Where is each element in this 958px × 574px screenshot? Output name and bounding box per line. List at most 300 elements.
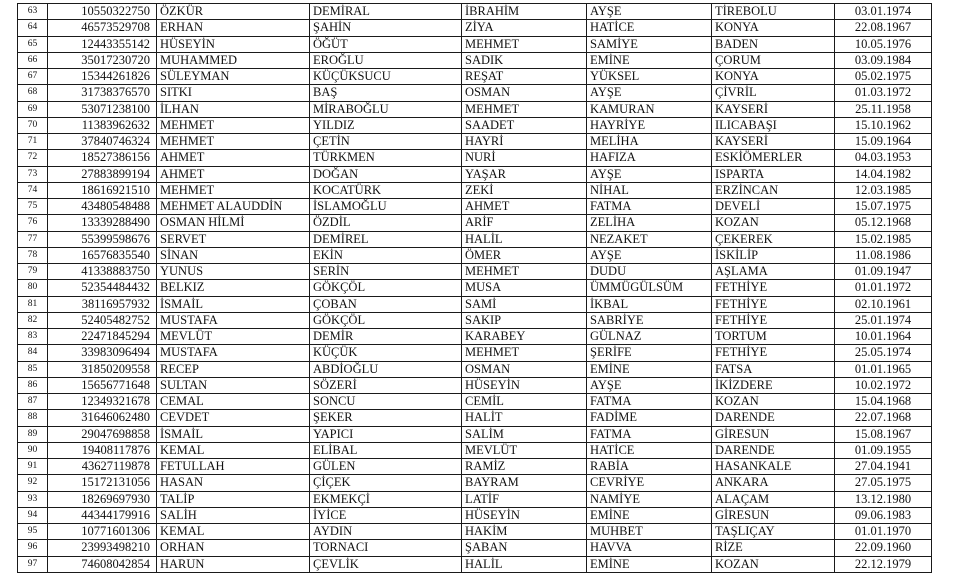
table-row <box>18 394 932 410</box>
birth-date-cell: 25.05.1974 <box>835 345 932 361</box>
mother-name-cell: HAVVA <box>587 540 712 556</box>
last-name-cell: EROĞLU <box>310 52 462 68</box>
id-number-cell: 31850209558 <box>48 361 157 377</box>
row-number-cell: 79 <box>18 264 48 280</box>
id-number-cell: 38116957932 <box>48 296 157 312</box>
birth-date-cell: 15.02.1985 <box>835 231 932 247</box>
birth-place-cell: KONYA <box>712 69 835 85</box>
table-row <box>18 312 932 328</box>
birth-place-cell: ANKARA <box>712 475 835 491</box>
id-number-cell: 55399598676 <box>48 231 157 247</box>
last-name-cell: SERİN <box>310 264 462 280</box>
mother-name-cell: HATİCE <box>587 442 712 458</box>
father-name-cell: MEHMET <box>462 101 587 117</box>
first-name-cell: İLHAN <box>157 101 310 117</box>
first-name-cell: AHMET <box>157 166 310 182</box>
last-name-cell: EKMEKÇİ <box>310 491 462 507</box>
mother-name-cell: MUHBET <box>587 524 712 540</box>
first-name-cell: MUSTAFA <box>157 312 310 328</box>
last-name-cell: ÇETİN <box>310 134 462 150</box>
father-name-cell: HALİL <box>462 231 587 247</box>
birth-date-cell: 15.07.1975 <box>835 199 932 215</box>
birth-date-cell: 15.10.1962 <box>835 117 932 133</box>
father-name-cell: KARABEY <box>462 329 587 345</box>
id-number-cell: 10550322750 <box>48 4 157 20</box>
last-name-cell: SÖZERİ <box>310 377 462 393</box>
first-name-cell: HÜSEYİN <box>157 36 310 52</box>
row-number-cell: 77 <box>18 231 48 247</box>
birth-place-cell: FATSA <box>712 361 835 377</box>
id-number-cell: 19408117876 <box>48 442 157 458</box>
birth-date-cell: 09.06.1983 <box>835 507 932 523</box>
first-name-cell: MUSTAFA <box>157 345 310 361</box>
father-name-cell: MEHMET <box>462 264 587 280</box>
row-number-cell: 83 <box>18 329 48 345</box>
mother-name-cell: FATMA <box>587 394 712 410</box>
table-row <box>18 524 932 540</box>
row-number-cell: 72 <box>18 150 48 166</box>
birth-place-cell: İSKİLİP <box>712 247 835 263</box>
last-name-cell: EKİN <box>310 247 462 263</box>
birth-date-cell: 11.08.1986 <box>835 247 932 263</box>
father-name-cell: OSMAN <box>462 361 587 377</box>
row-number-cell: 93 <box>18 491 48 507</box>
birth-date-cell: 05.02.1975 <box>835 69 932 85</box>
mother-name-cell: HATİCE <box>587 20 712 36</box>
id-number-cell: 12349321678 <box>48 394 157 410</box>
first-name-cell: MEVLÜT <box>157 329 310 345</box>
table-row <box>18 166 932 182</box>
birth-date-cell: 10.01.1964 <box>835 329 932 345</box>
first-name-cell: ORHAN <box>157 540 310 556</box>
last-name-cell: ŞAHİN <box>310 20 462 36</box>
mother-name-cell: AYŞE <box>587 4 712 20</box>
mother-name-cell: EMİNE <box>587 52 712 68</box>
first-name-cell: KEMAL <box>157 524 310 540</box>
father-name-cell: LATİF <box>462 491 587 507</box>
row-number-cell: 67 <box>18 69 48 85</box>
last-name-cell: SONCU <box>310 394 462 410</box>
row-number-cell: 89 <box>18 426 48 442</box>
mother-name-cell: KAMURAN <box>587 101 712 117</box>
row-number-cell: 96 <box>18 540 48 556</box>
father-name-cell: ARİF <box>462 215 587 231</box>
mother-name-cell: FADİME <box>587 410 712 426</box>
last-name-cell: MİRABOĞLU <box>310 101 462 117</box>
id-number-cell: 16576835540 <box>48 247 157 263</box>
first-name-cell: AHMET <box>157 150 310 166</box>
id-number-cell: 74608042854 <box>48 556 157 572</box>
mother-name-cell: SAMİYE <box>587 36 712 52</box>
table-row <box>18 85 932 101</box>
table-row <box>18 182 932 198</box>
father-name-cell: MEHMET <box>462 36 587 52</box>
birth-place-cell: FETHİYE <box>712 280 835 296</box>
table-row <box>18 101 932 117</box>
id-number-cell: 37840746324 <box>48 134 157 150</box>
id-number-cell: 15656771648 <box>48 377 157 393</box>
mother-name-cell: FATMA <box>587 199 712 215</box>
id-number-cell: 18269697930 <box>48 491 157 507</box>
row-number-cell: 95 <box>18 524 48 540</box>
table-row <box>18 442 932 458</box>
table-row <box>18 150 932 166</box>
id-number-cell: 15344261826 <box>48 69 157 85</box>
row-number-cell: 64 <box>18 20 48 36</box>
mother-name-cell: EMİNE <box>587 361 712 377</box>
birth-date-cell: 22.12.1979 <box>835 556 932 572</box>
table-row <box>18 361 932 377</box>
birth-date-cell: 03.01.1974 <box>835 4 932 20</box>
last-name-cell: İYİCE <box>310 507 462 523</box>
row-number-cell: 71 <box>18 134 48 150</box>
birth-date-cell: 22.07.1968 <box>835 410 932 426</box>
birth-place-cell: İKİZDERE <box>712 377 835 393</box>
last-name-cell: YAPICI <box>310 426 462 442</box>
last-name-cell: YILDIZ <box>310 117 462 133</box>
birth-place-cell: FETHİYE <box>712 296 835 312</box>
last-name-cell: DEMİREL <box>310 231 462 247</box>
table-row <box>18 475 932 491</box>
table-row <box>18 459 932 475</box>
birth-place-cell: TORTUM <box>712 329 835 345</box>
table-row <box>18 134 932 150</box>
table-row <box>18 377 932 393</box>
father-name-cell: MUSA <box>462 280 587 296</box>
father-name-cell: REŞAT <box>462 69 587 85</box>
father-name-cell: ÖMER <box>462 247 587 263</box>
last-name-cell: TORNACI <box>310 540 462 556</box>
birth-date-cell: 25.01.1974 <box>835 312 932 328</box>
mother-name-cell: ŞERİFE <box>587 345 712 361</box>
birth-place-cell: ÇEKEREK <box>712 231 835 247</box>
row-number-cell: 78 <box>18 247 48 263</box>
first-name-cell: MEHMET ALAUDDİN <box>157 199 310 215</box>
first-name-cell: YUNUS <box>157 264 310 280</box>
birth-date-cell: 01.09.1955 <box>835 442 932 458</box>
mother-name-cell: NEZAKET <box>587 231 712 247</box>
birth-place-cell: AŞLAMA <box>712 264 835 280</box>
row-number-cell: 68 <box>18 85 48 101</box>
table-row <box>18 280 932 296</box>
row-number-cell: 81 <box>18 296 48 312</box>
last-name-cell: KÜÇÜK <box>310 345 462 361</box>
birth-place-cell: KONYA <box>712 20 835 36</box>
mother-name-cell: NAMİYE <box>587 491 712 507</box>
first-name-cell: MEHMET <box>157 134 310 150</box>
table-row <box>18 247 932 263</box>
father-name-cell: YAŞAR <box>462 166 587 182</box>
row-number-cell: 66 <box>18 52 48 68</box>
mother-name-cell: FATMA <box>587 426 712 442</box>
row-number-cell: 80 <box>18 280 48 296</box>
mother-name-cell: MELİHA <box>587 134 712 150</box>
birth-place-cell: ISPARTA <box>712 166 835 182</box>
birth-date-cell: 02.10.1961 <box>835 296 932 312</box>
birth-place-cell: DARENDE <box>712 442 835 458</box>
table-row <box>18 507 932 523</box>
table-row <box>18 117 932 133</box>
birth-date-cell: 01.03.1972 <box>835 85 932 101</box>
table-row <box>18 199 932 215</box>
mother-name-cell: CEVRİYE <box>587 475 712 491</box>
table-row <box>18 215 932 231</box>
table-row <box>18 491 932 507</box>
father-name-cell: HÜSEYİN <box>462 507 587 523</box>
birth-place-cell: ERZİNCAN <box>712 182 835 198</box>
birth-date-cell: 01.09.1947 <box>835 264 932 280</box>
father-name-cell: CEMİL <box>462 394 587 410</box>
mother-name-cell: İKBAL <box>587 296 712 312</box>
birth-place-cell: KOZAN <box>712 556 835 572</box>
id-number-cell: 31738376570 <box>48 85 157 101</box>
birth-date-cell: 04.03.1953 <box>835 150 932 166</box>
table-row <box>18 36 932 52</box>
id-number-cell: 18527386156 <box>48 150 157 166</box>
id-number-cell: 35017230720 <box>48 52 157 68</box>
birth-date-cell: 03.09.1984 <box>835 52 932 68</box>
last-name-cell: ÇOBAN <box>310 296 462 312</box>
id-number-cell: 53071238100 <box>48 101 157 117</box>
row-number-cell: 97 <box>18 556 48 572</box>
birth-date-cell: 25.11.1958 <box>835 101 932 117</box>
birth-date-cell: 10.05.1976 <box>835 36 932 52</box>
table-row <box>18 69 932 85</box>
last-name-cell: ŞEKER <box>310 410 462 426</box>
last-name-cell: İSLAMOĞLU <box>310 199 462 215</box>
mother-name-cell: RABİA <box>587 459 712 475</box>
father-name-cell: HALİT <box>462 410 587 426</box>
birth-place-cell: KAYSERİ <box>712 134 835 150</box>
birth-date-cell: 15.04.1968 <box>835 394 932 410</box>
id-number-cell: 43627119878 <box>48 459 157 475</box>
first-name-cell: SALİH <box>157 507 310 523</box>
last-name-cell: ÖZDİL <box>310 215 462 231</box>
id-number-cell: 11383962632 <box>48 117 157 133</box>
birth-place-cell: KOZAN <box>712 394 835 410</box>
birth-place-cell: DARENDE <box>712 410 835 426</box>
row-number-cell: 75 <box>18 199 48 215</box>
birth-place-cell: TİREBOLU <box>712 4 835 20</box>
first-name-cell: MUHAMMED <box>157 52 310 68</box>
last-name-cell: BAŞ <box>310 85 462 101</box>
birth-date-cell: 05.12.1968 <box>835 215 932 231</box>
id-number-cell: 41338883750 <box>48 264 157 280</box>
birth-place-cell: GİRESUN <box>712 507 835 523</box>
birth-date-cell: 01.01.1970 <box>835 524 932 540</box>
last-name-cell: TÜRKMEN <box>310 150 462 166</box>
birth-place-cell: HASANKALE <box>712 459 835 475</box>
first-name-cell: MEHMET <box>157 182 310 198</box>
mother-name-cell: AYŞE <box>587 247 712 263</box>
id-number-cell: 22471845294 <box>48 329 157 345</box>
first-name-cell: SİNAN <box>157 247 310 263</box>
last-name-cell: ELİBAL <box>310 442 462 458</box>
id-number-cell: 18616921510 <box>48 182 157 198</box>
father-name-cell: HÜSEYİN <box>462 377 587 393</box>
father-name-cell: ZEKİ <box>462 182 587 198</box>
row-number-cell: 82 <box>18 312 48 328</box>
last-name-cell: ÇEVLİK <box>310 556 462 572</box>
birth-date-cell: 22.08.1967 <box>835 20 932 36</box>
father-name-cell: SAMİ <box>462 296 587 312</box>
father-name-cell: SADIK <box>462 52 587 68</box>
mother-name-cell: HAYRİYE <box>587 117 712 133</box>
first-name-cell: FETULLAH <box>157 459 310 475</box>
father-name-cell: SAKIP <box>462 312 587 328</box>
birth-place-cell: ÇİVRİL <box>712 85 835 101</box>
row-number-cell: 69 <box>18 101 48 117</box>
first-name-cell: ÖZKÜR <box>157 4 310 20</box>
mother-name-cell: SABRİYE <box>587 312 712 328</box>
row-number-cell: 94 <box>18 507 48 523</box>
table-body <box>18 4 932 573</box>
mother-name-cell: NİHAL <box>587 182 712 198</box>
mother-name-cell: AYŞE <box>587 377 712 393</box>
father-name-cell: SALİM <box>462 426 587 442</box>
table-row <box>18 410 932 426</box>
id-number-cell: 13339288490 <box>48 215 157 231</box>
first-name-cell: SULTAN <box>157 377 310 393</box>
table-row <box>18 329 932 345</box>
mother-name-cell: AYŞE <box>587 166 712 182</box>
birth-place-cell: ALAÇAM <box>712 491 835 507</box>
row-number-cell: 63 <box>18 4 48 20</box>
birth-place-cell: GİRESUN <box>712 426 835 442</box>
id-number-cell: 27883899194 <box>48 166 157 182</box>
row-number-cell: 88 <box>18 410 48 426</box>
first-name-cell: SÜLEYMAN <box>157 69 310 85</box>
id-number-cell: 15172131056 <box>48 475 157 491</box>
father-name-cell: BAYRAM <box>462 475 587 491</box>
birth-date-cell: 27.05.1975 <box>835 475 932 491</box>
father-name-cell: RAMİZ <box>462 459 587 475</box>
first-name-cell: HARUN <box>157 556 310 572</box>
id-number-cell: 33983096494 <box>48 345 157 361</box>
birth-date-cell: 10.02.1972 <box>835 377 932 393</box>
father-name-cell: OSMAN <box>462 85 587 101</box>
father-name-cell: NURİ <box>462 150 587 166</box>
first-name-cell: HASAN <box>157 475 310 491</box>
first-name-cell: MEHMET <box>157 117 310 133</box>
last-name-cell: DEMİR <box>310 329 462 345</box>
row-number-cell: 76 <box>18 215 48 231</box>
row-number-cell: 86 <box>18 377 48 393</box>
table-row <box>18 52 932 68</box>
birth-place-cell: KAYSERİ <box>712 101 835 117</box>
row-number-cell: 73 <box>18 166 48 182</box>
first-name-cell: OSMAN HİLMİ <box>157 215 310 231</box>
mother-name-cell: EMİNE <box>587 556 712 572</box>
father-name-cell: MEVLÜT <box>462 442 587 458</box>
mother-name-cell: ZELİHA <box>587 215 712 231</box>
birth-place-cell: BADEN <box>712 36 835 52</box>
birth-place-cell: ILICABAŞI <box>712 117 835 133</box>
last-name-cell: DOĞAN <box>310 166 462 182</box>
last-name-cell: DEMİRAL <box>310 4 462 20</box>
id-number-cell: 43480548488 <box>48 199 157 215</box>
id-number-cell: 23993498210 <box>48 540 157 556</box>
mother-name-cell: EMİNE <box>587 507 712 523</box>
birth-place-cell: KOZAN <box>712 215 835 231</box>
first-name-cell: RECEP <box>157 361 310 377</box>
row-number-cell: 90 <box>18 442 48 458</box>
personnel-table <box>17 3 932 573</box>
last-name-cell: ÖĞÜT <box>310 36 462 52</box>
table-row <box>18 20 932 36</box>
father-name-cell: SAADET <box>462 117 587 133</box>
birth-date-cell: 27.04.1941 <box>835 459 932 475</box>
row-number-cell: 70 <box>18 117 48 133</box>
mother-name-cell: YÜKSEL <box>587 69 712 85</box>
id-number-cell: 44344179916 <box>48 507 157 523</box>
table-row <box>18 556 932 572</box>
table-row <box>18 264 932 280</box>
mother-name-cell: GÜLNAZ <box>587 329 712 345</box>
father-name-cell: ZİYA <box>462 20 587 36</box>
row-number-cell: 74 <box>18 182 48 198</box>
row-number-cell: 92 <box>18 475 48 491</box>
mother-name-cell: ÜMMÜGÜLSÜM <box>587 280 712 296</box>
birth-place-cell: DEVELİ <box>712 199 835 215</box>
row-number-cell: 91 <box>18 459 48 475</box>
birth-date-cell: 13.12.1980 <box>835 491 932 507</box>
birth-place-cell: RİZE <box>712 540 835 556</box>
birth-date-cell: 01.01.1965 <box>835 361 932 377</box>
table-row <box>18 345 932 361</box>
row-number-cell: 65 <box>18 36 48 52</box>
id-number-cell: 29047698858 <box>48 426 157 442</box>
last-name-cell: GÜLEN <box>310 459 462 475</box>
row-number-cell: 85 <box>18 361 48 377</box>
last-name-cell: KOCATÜRK <box>310 182 462 198</box>
table-row <box>18 540 932 556</box>
id-number-cell: 52405482752 <box>48 312 157 328</box>
birth-place-cell: ESKİÖMERLER <box>712 150 835 166</box>
last-name-cell: KÜÇÜKSUCU <box>310 69 462 85</box>
table-row <box>18 426 932 442</box>
first-name-cell: CEMAL <box>157 394 310 410</box>
mother-name-cell: AYŞE <box>587 85 712 101</box>
document-page <box>17 3 931 573</box>
first-name-cell: ERHAN <box>157 20 310 36</box>
first-name-cell: SERVET <box>157 231 310 247</box>
first-name-cell: CEVDET <box>157 410 310 426</box>
last-name-cell: GÖKÇÖL <box>310 312 462 328</box>
father-name-cell: MEHMET <box>462 345 587 361</box>
birth-place-cell: ÇORUM <box>712 52 835 68</box>
birth-place-cell: FETHİYE <box>712 312 835 328</box>
first-name-cell: KEMAL <box>157 442 310 458</box>
father-name-cell: HAKİM <box>462 524 587 540</box>
birth-place-cell: TAŞLIÇAY <box>712 524 835 540</box>
birth-date-cell: 12.03.1985 <box>835 182 932 198</box>
mother-name-cell: HAFIZA <box>587 150 712 166</box>
id-number-cell: 46573529708 <box>48 20 157 36</box>
mother-name-cell: DUDU <box>587 264 712 280</box>
last-name-cell: ABDİOĞLU <box>310 361 462 377</box>
first-name-cell: İSMAİL <box>157 426 310 442</box>
birth-date-cell: 14.04.1982 <box>835 166 932 182</box>
birth-date-cell: 15.08.1967 <box>835 426 932 442</box>
last-name-cell: AYDIN <box>310 524 462 540</box>
row-number-cell: 87 <box>18 394 48 410</box>
last-name-cell: ÇİÇEK <box>310 475 462 491</box>
father-name-cell: HAYRİ <box>462 134 587 150</box>
first-name-cell: İSMAİL <box>157 296 310 312</box>
row-number-cell: 84 <box>18 345 48 361</box>
first-name-cell: BELKIZ <box>157 280 310 296</box>
